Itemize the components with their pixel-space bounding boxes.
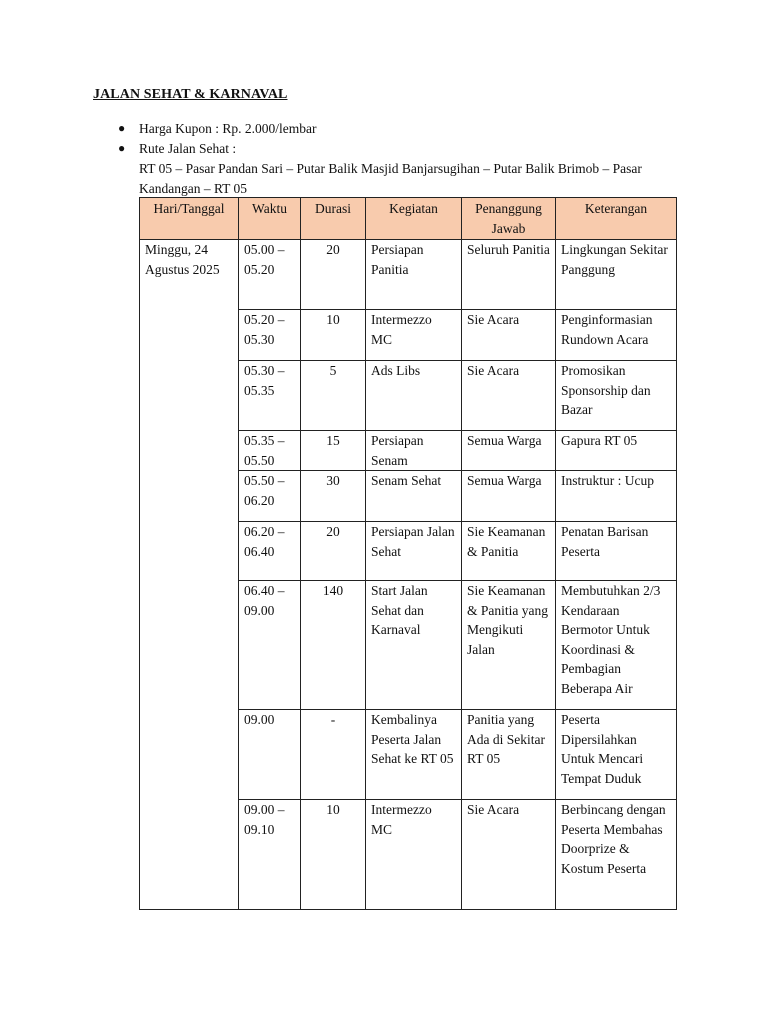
list-item-label: Harga Kupon : Rp. 2.000/lembar xyxy=(139,121,317,136)
duration-cell: - xyxy=(301,710,366,800)
pic-cell: Seluruh Panitia xyxy=(462,240,556,310)
column-header-time: Waktu xyxy=(239,198,301,240)
column-header-pic: Penanggung Jawab xyxy=(462,198,556,240)
notes-cell: Berbincang dengan Peserta Membahas Doorprize & Kostum Peserta xyxy=(556,800,677,910)
schedule-table xyxy=(139,197,677,910)
activity-cell: Kembalinya Peserta Jalan Sehat ke RT 05 xyxy=(366,710,462,800)
list-item-label: Rute Jalan Sehat : xyxy=(139,140,237,156)
notes-cell: Membutuhkan 2/3 Kendaraan Bermotor Untuk Koordinasi & Pembagian Beberapa Air xyxy=(556,581,677,710)
day-cell: Minggu, 24 Agustus 2025 xyxy=(140,240,239,910)
notes-cell: Instruktur : Ucup xyxy=(556,471,677,522)
duration-cell: 10 xyxy=(301,800,366,910)
time-cell: 05.35 – 05.50 xyxy=(239,431,301,471)
route-description: RT 05 – Pasar Pandan Sari – Putar Balik Masjid Banjarsugihan – Putar Balik Brimob – Pasar Kandangan – RT 05 xyxy=(139,161,642,196)
activity-cell: Senam Sehat xyxy=(366,471,462,522)
pic-cell: Sie Acara xyxy=(462,310,556,361)
time-cell: 09.00 – 09.10 xyxy=(239,800,301,910)
table-header-row xyxy=(140,198,677,240)
time-cell: 06.40 – 09.00 xyxy=(239,581,301,710)
notes-cell: Penginformasian Rundown Acara xyxy=(556,310,677,361)
time-cell: 05.20 – 05.30 xyxy=(239,310,301,361)
activity-cell: Intermezzo MC xyxy=(366,310,462,361)
list-item-route xyxy=(118,139,316,159)
pic-cell: Semua Warga xyxy=(462,431,556,471)
duration-cell: 10 xyxy=(301,310,366,361)
notes-cell: Penatan Barisan Peserta xyxy=(556,522,677,581)
duration-cell: 20 xyxy=(301,240,366,310)
table-row xyxy=(140,240,677,310)
time-cell: 06.20 – 06.40 xyxy=(239,522,301,581)
bullet-icon: ● xyxy=(118,140,126,155)
pic-cell: Semua Warga xyxy=(462,471,556,522)
duration-cell: 140 xyxy=(301,581,366,710)
info-list xyxy=(118,119,316,158)
activity-cell: Persiapan Senam xyxy=(366,431,462,471)
duration-cell: 5 xyxy=(301,361,366,431)
pic-cell: Sie Keamanan & Panitia yang Mengikuti Jalan xyxy=(462,581,556,710)
time-cell: 05.50 – 06.20 xyxy=(239,471,301,522)
duration-cell: 30 xyxy=(301,471,366,522)
document-title: JALAN SEHAT & KARNAVAL xyxy=(93,87,288,102)
pic-cell: Panitia yang Ada di Sekitar RT 05 xyxy=(462,710,556,800)
notes-cell: Peserta Dipersilahkan Untuk Mencari Tempat Duduk xyxy=(556,710,677,800)
bullet-icon: ● xyxy=(118,121,126,135)
activity-cell: Ads Libs xyxy=(366,361,462,431)
duration-cell: 20 xyxy=(301,522,366,581)
activity-cell: Intermezzo MC xyxy=(366,800,462,910)
column-header-day: Hari/Tanggal xyxy=(140,198,239,240)
activity-cell: Persiapan Panitia xyxy=(366,240,462,310)
activity-cell: Persiapan Jalan Sehat xyxy=(366,522,462,581)
notes-cell: Lingkungan Sekitar Panggung xyxy=(556,240,677,310)
pic-cell: Sie Keamanan & Panitia xyxy=(462,522,556,581)
time-cell: 05.00 – 05.20 xyxy=(239,240,301,310)
column-header-notes: Keterangan xyxy=(556,198,677,240)
time-cell: 05.30 – 05.35 xyxy=(239,361,301,431)
list-item-price xyxy=(118,119,316,139)
activity-cell: Start Jalan Sehat dan Karnaval xyxy=(366,581,462,710)
pic-cell: Sie Acara xyxy=(462,800,556,910)
column-header-activity: Kegiatan xyxy=(366,198,462,240)
notes-cell: Gapura RT 05 xyxy=(556,431,677,471)
duration-cell: 15 xyxy=(301,431,366,471)
pic-cell: Sie Acara xyxy=(462,361,556,431)
time-cell: 09.00 xyxy=(239,710,301,800)
column-header-duration: Durasi xyxy=(301,198,366,240)
notes-cell: Promosikan Sponsorship dan Bazar xyxy=(556,361,677,431)
